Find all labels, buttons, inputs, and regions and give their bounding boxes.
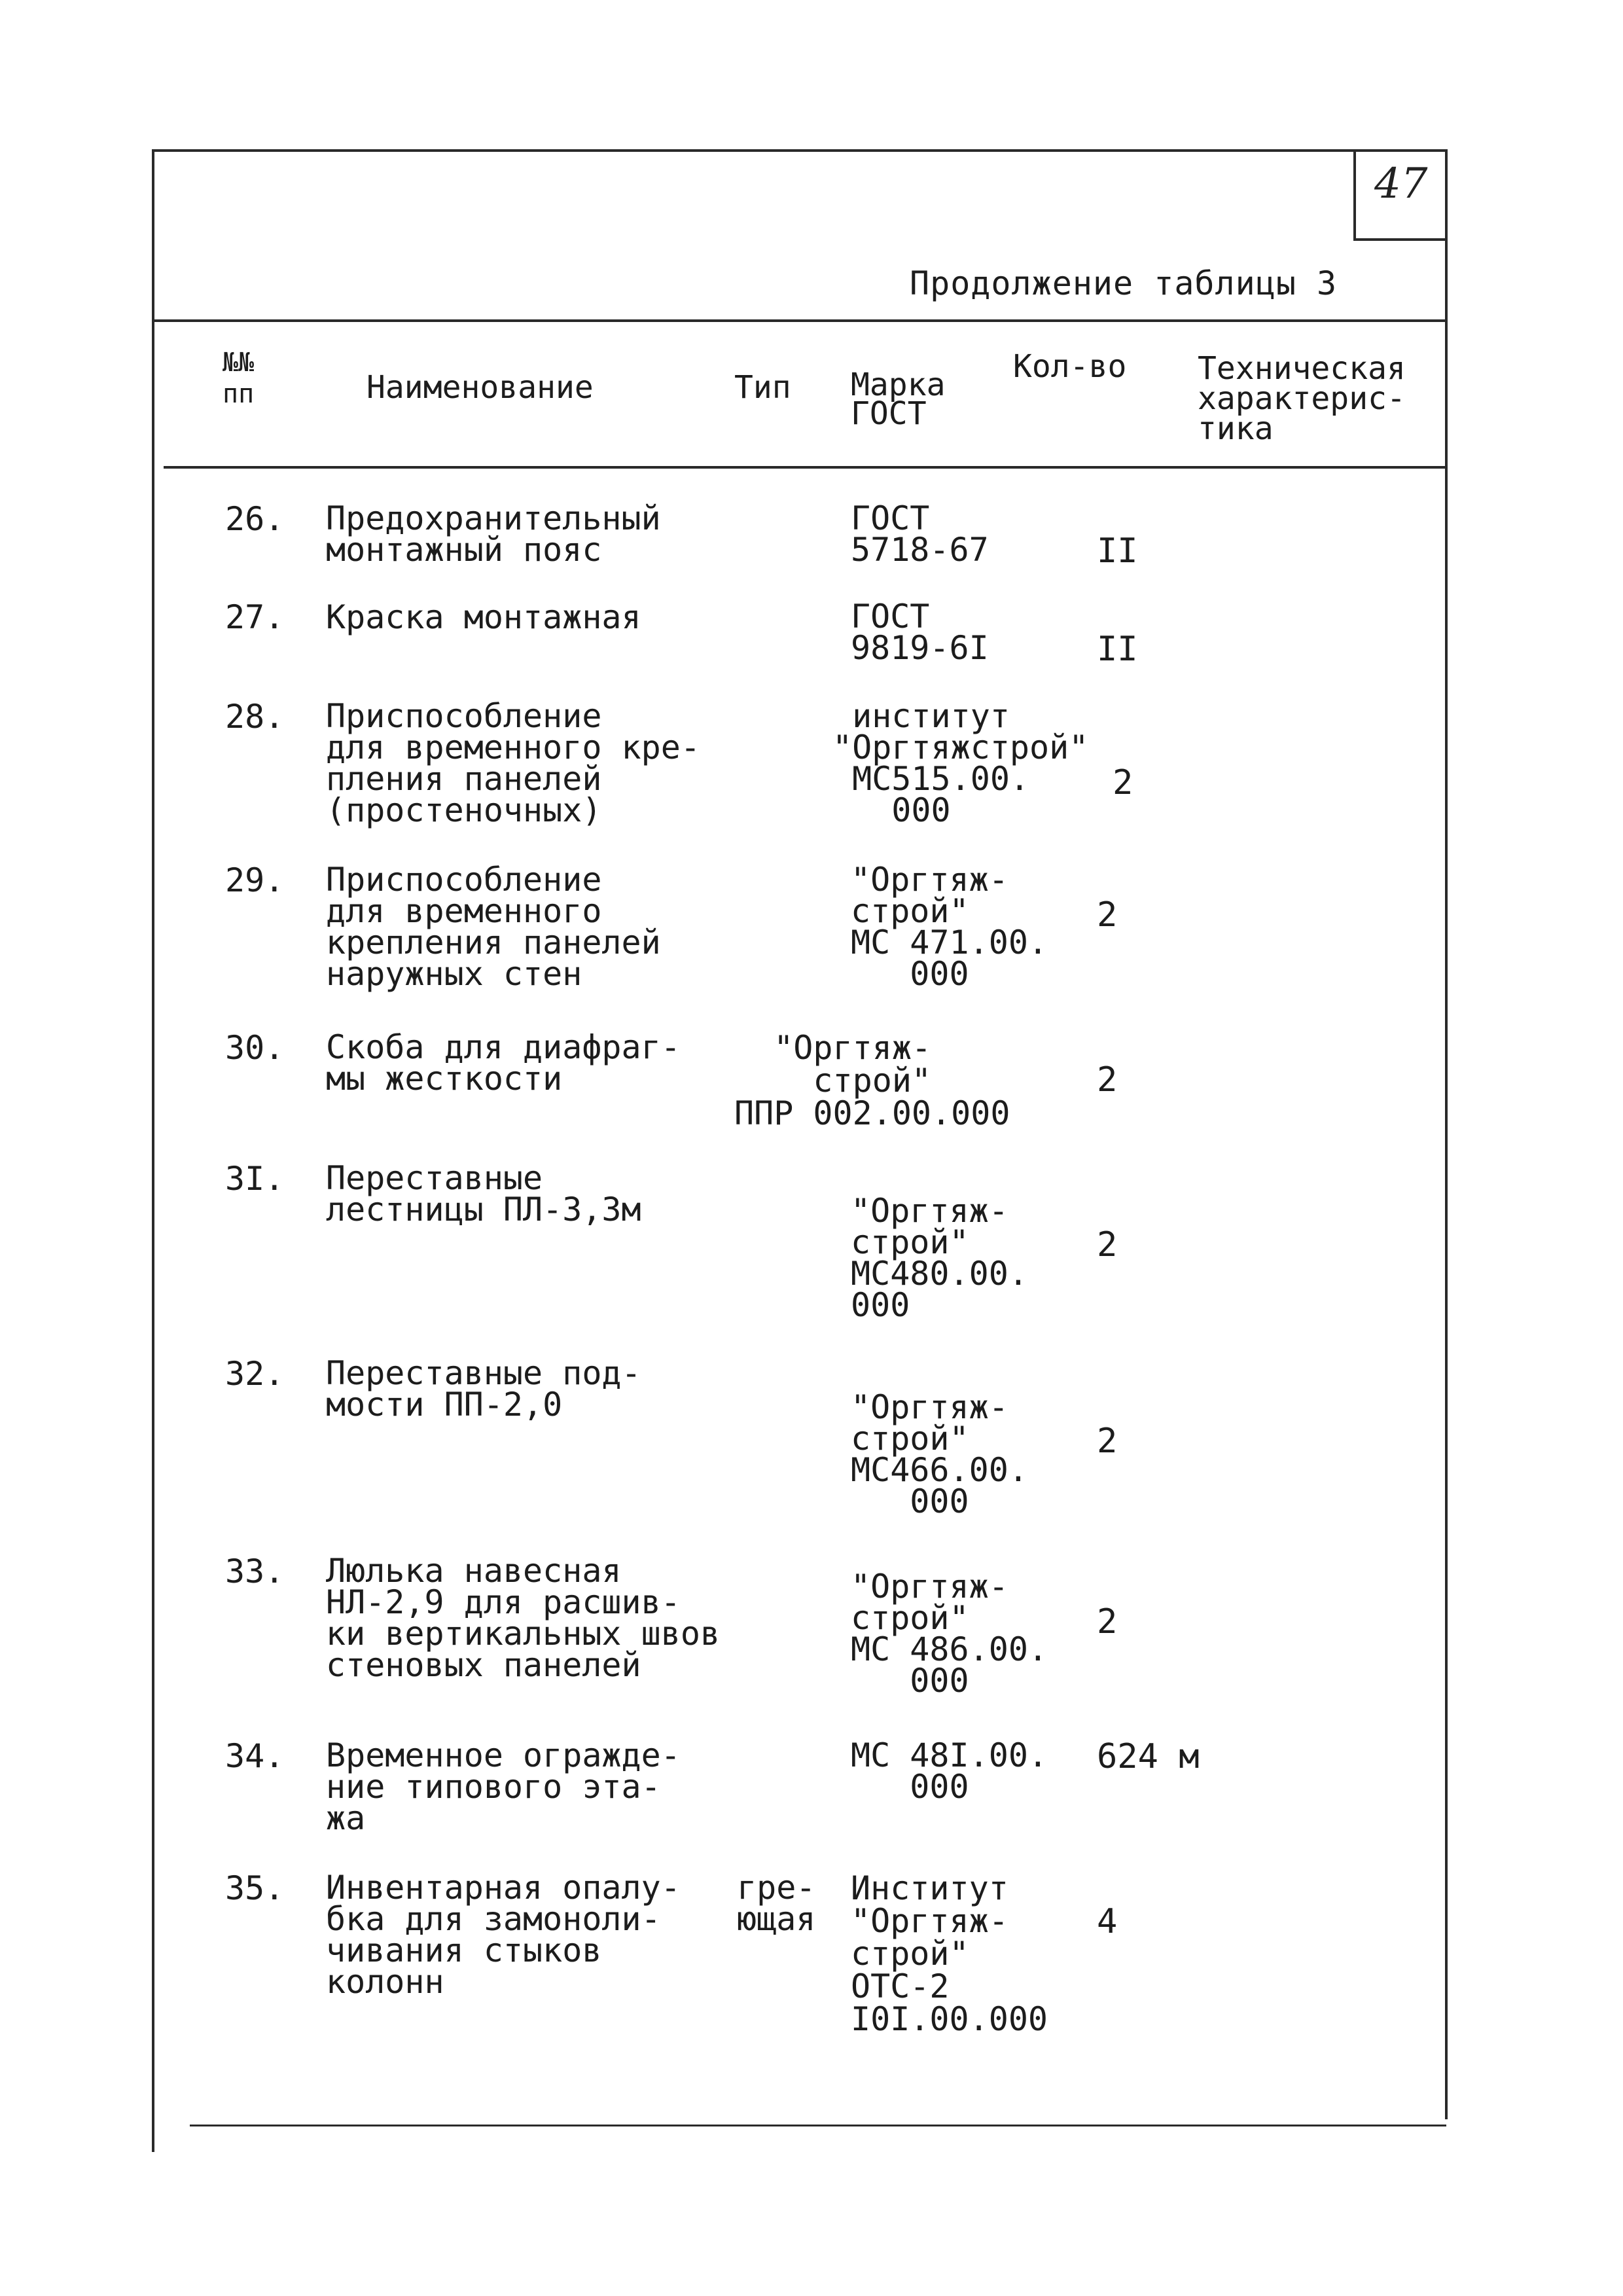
row-number: 3I. [225,1160,285,1198]
frame-top-line [152,149,1446,152]
row-number: 35. [225,1869,285,1907]
row-mark: институт "Оргтяжстрой" МС515.00. 000 [832,697,1089,829]
row-qty: 624 м [1097,1737,1200,1776]
header-type: Тип [734,369,791,406]
row-name: Скоба для диафраг- мы жесткости [326,1028,681,1098]
row-mark: "Оргтяж- строй" МС466.00. 000 [851,1388,1028,1520]
row-mark: "Оргтяж- строй" МС480.00. 000 [851,1192,1028,1324]
header-name: Наименование [366,369,594,406]
row-number: 26. [225,500,285,538]
row-number: 32. [225,1355,285,1393]
row-name: Приспособление для временного кре- пления панелей (простеночных) [326,697,700,829]
row-qty: 4 [1097,1902,1118,1941]
frame-left-line [152,149,154,2152]
row-name: Люлька навесная НЛ-2,9 для расшив- ки вертикальных швов стеновых панелей [326,1552,721,1684]
continuation-title: Продолжение таблицы 3 [910,264,1338,302]
row-number: 27. [225,598,285,636]
row-qty: 2 [1097,1602,1118,1641]
row-qty: II [1097,630,1138,669]
row-number: 33. [225,1552,285,1590]
row-qty: 2 [1097,1060,1118,1100]
row-qty: 2 [1097,1422,1118,1461]
row-name: Инвентарная опалу- бка для замоноли- чивания стыков колонн [326,1869,681,2001]
row-mark: МС 48I.00. 000 [851,1736,1048,1806]
row-qty: II [1097,531,1138,571]
row-mark: ГОСТ 5718-67 [851,499,989,569]
frame-bottom-line [190,2125,1446,2126]
row-name: Краска монтажная [326,598,641,636]
row-mark: "Оргтяж- строй" МС 471.00. 000 [851,861,1048,993]
row-name: Переставные под- мости ПП-2,0 [326,1354,641,1424]
row-name: Переставные лестницы ПЛ-3,3м [326,1159,641,1229]
row-mark: "Оргтяж- строй" ППР 002.00.000 [734,1029,1010,1132]
page-number: 47 [1374,160,1428,208]
frame-right-line [1445,149,1448,2119]
row-mark: "Оргтяж- строй" МС 486.00. 000 [851,1568,1048,1700]
row-number: 29. [225,861,285,899]
row-qty: 2 [1097,895,1118,935]
row-type: гре- ющая [737,1869,816,1938]
header-spec: Техническая характерис- тика [1198,350,1406,447]
header-top-line [154,319,1445,322]
row-mark: Институт "Оргтяж- строй" ОТС-2 I0I.00.000 [851,1869,1048,2038]
header-mark: Марка ГОСТ [851,367,946,432]
row-mark: ГОСТ 9819-6I [851,598,989,667]
row-name: Временное огражде- ние типового эта- жа [326,1736,681,1837]
header-no: №№ пп [223,348,255,409]
row-name: Приспособление для временного крепления панелей наружных стен [326,861,661,993]
header-qty: Кол-во [1013,348,1127,385]
header-bottom-line [164,466,1445,469]
row-number: 34. [225,1737,285,1775]
row-qty: 2 [1097,1225,1118,1265]
row-number: 28. [225,698,285,736]
row-name: Предохранительный монтажный пояс [326,499,661,569]
row-number: 30. [225,1029,285,1067]
row-qty: 2 [1113,763,1133,802]
